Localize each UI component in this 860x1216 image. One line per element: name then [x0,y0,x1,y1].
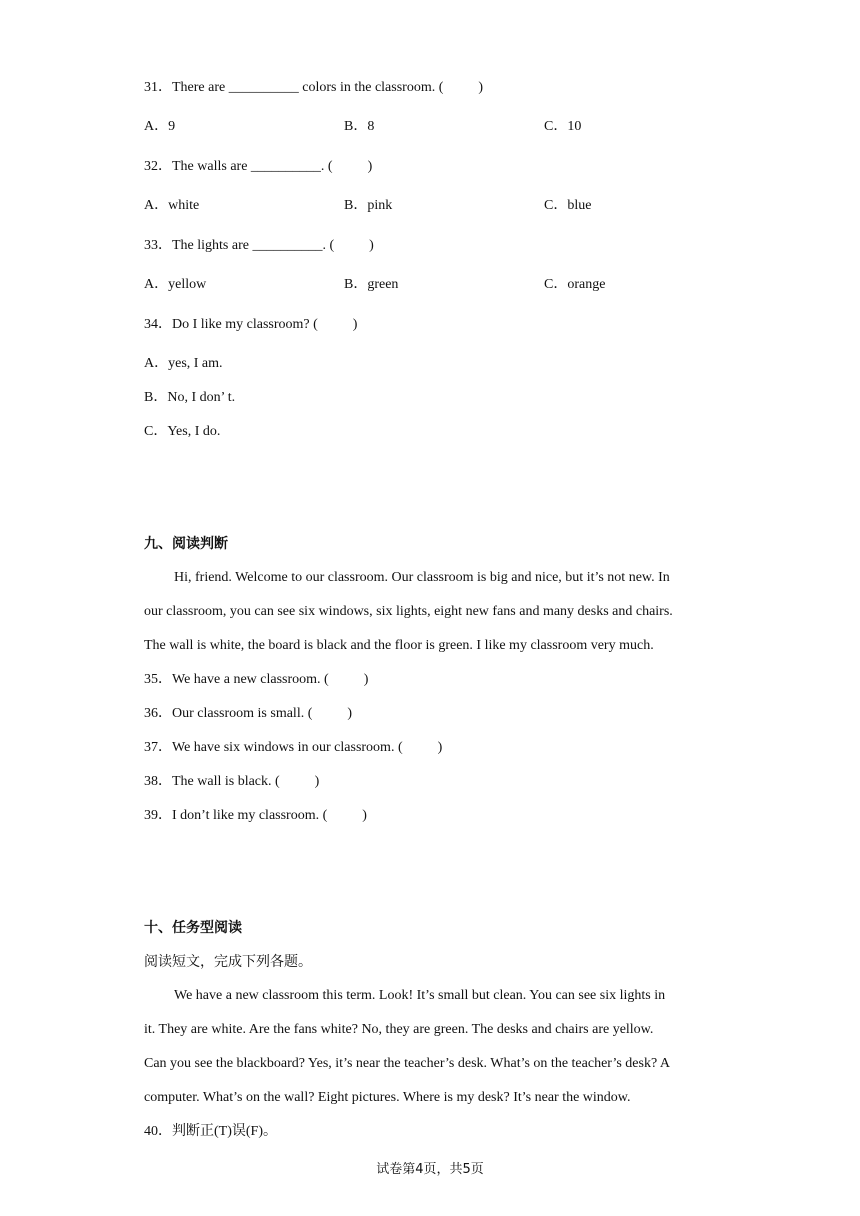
passage-line: Hi, friend. Welcome to our classroom. Our classroom is big and nice, but it’s not new. In [174,570,670,585]
passage-line: Can you see the blackboard? Yes, it’s near the teacher’s desk. What’s on the teacher’s desk? A [144,1056,671,1071]
option-c: C．Yes, I do. [144,424,221,439]
option-a: A．yes, I am. [144,356,223,371]
question-32: 32．The walls are __________. ( ) [144,159,373,174]
option-a: A．yellow [144,277,207,292]
question-35: 35．We have a new classroom. ( ) [144,672,369,687]
section-heading: 九、阅读判断 [144,536,228,552]
option-b: B．pink [344,198,393,213]
question-31: 31．There are __________ colors in the classroom. ( ) [144,80,484,95]
option-c: C．orange [544,277,606,292]
question-36: 36．Our classroom is small. ( ) [144,706,353,721]
page-footer: 试卷第4页，共5页 [376,1162,484,1177]
instruction-text: 阅读短文，完成下列各题。 [144,954,312,970]
option-b: B．No, I don’ t. [144,390,236,405]
option-a: A．9 [144,119,176,134]
passage-line: We have a new classroom this term. Look! It’s small but clean. You can see six lights in [174,988,666,1003]
option-c: C．blue [544,198,592,213]
question-40: 40．判断正(T)误(F)。 [144,1124,277,1139]
passage-line: The wall is white, the board is black and the floor is green. I like my classroom very much. [144,638,654,653]
option-b: B．green [344,277,399,292]
question-39: 39．I don’t like my classroom. ( ) [144,808,367,823]
passage-line: computer. What’s on the wall? Eight pictures. Where is my desk? It’s near the window. [144,1090,631,1105]
passage-line: it. They are white. Are the fans white? No, they are green. The desks and chairs are yellow. [144,1022,654,1037]
question-33: 33．The lights are __________. ( ) [144,238,374,253]
option-a: A．white [144,198,200,213]
question-37: 37．We have six windows in our classroom. ( ) [144,740,443,755]
option-b: B．8 [344,119,375,134]
question-38: 38．The wall is black. ( ) [144,774,320,789]
passage-line: our classroom, you can see six windows, six lights, eight new fans and many desks and chairs. [144,604,673,619]
section-heading: 十、任务型阅读 [144,920,242,936]
question-34: 34．Do I like my classroom? ( ) [144,317,358,332]
option-c: C．10 [544,119,582,134]
